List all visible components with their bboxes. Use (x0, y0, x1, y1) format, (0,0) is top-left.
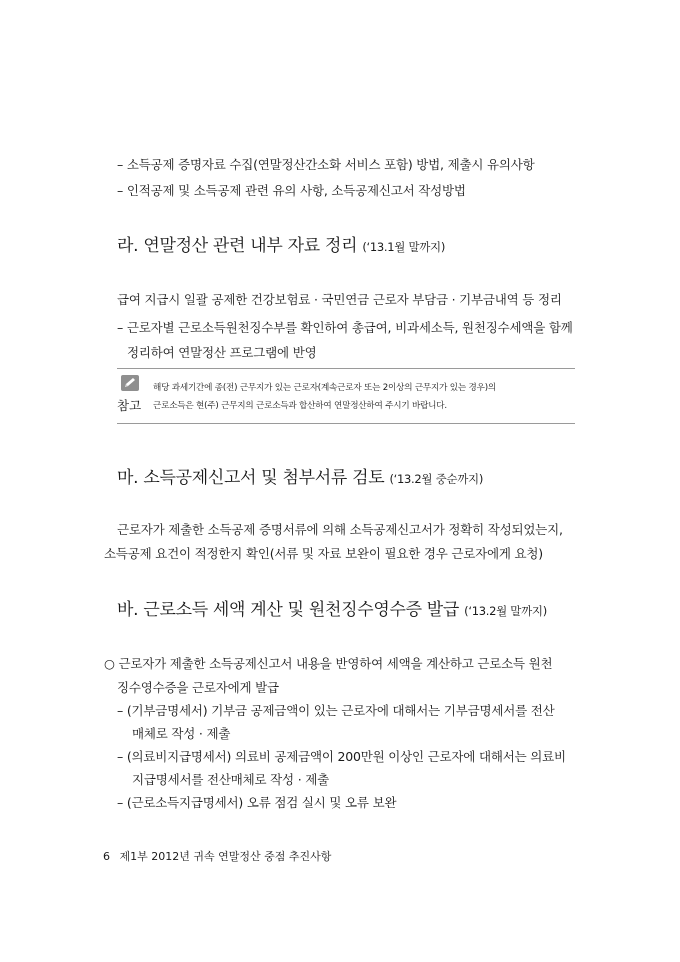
page-number: 6 (103, 850, 110, 863)
section-ra-heading (117, 235, 445, 258)
section-ba-sub1-line2: 매체로 작성 · 제출 (132, 726, 231, 741)
section-ma-paragraph-line2: 소득공제 요건이 적정한지 확인(서류 및 자료 보완이 필요한 경우 근로자에게 요청) (104, 546, 543, 561)
pencil-icon (121, 375, 139, 391)
section-ma-period: (‘13.2월 중순까지) (389, 472, 484, 486)
section-ra-bullet-line1: – 근로자별 근로소득원천징수부를 확인하여 총급여, 비과세소득, 원천징수세액을 함께 (117, 320, 573, 335)
section-ma-title: 마. 소득공제신고서 및 첨부서류 검토 (117, 468, 385, 488)
section-ba-sub2-line1: – (의료비지급명세서) 의료비 공제금액이 200만원 이상인 근로자에 대해서는 의료비 (117, 749, 566, 764)
reference-note-line2: 근로소득은 현(주) 근무지의 근로소득과 합산하여 연말정산하여 주시기 바랍니다. (153, 401, 447, 411)
footer-text: 제1부 2012년 귀속 연말정산 중점 추진사항 (119, 850, 332, 863)
section-ma-paragraph-line1: 근로자가 제출한 소득공제 증명서류에 의해 소득공제신고서가 정확히 작성되었는지, (117, 522, 563, 537)
section-ra-paragraph: 급여 지급시 일괄 공제한 건강보험료 · 국민연금 근로자 부담금 · 기부금내역 등 정리 (117, 292, 562, 307)
reference-note-line1: 해당 과세기간에 종(전) 근무지가 있는 근로자(계속근로자 또는 2이상의 근무지가 있는 경우)의 (153, 383, 496, 393)
section-ma-heading (117, 467, 483, 490)
section-ba-circle-line2: 징수영수증을 근로자에게 발급 (117, 680, 279, 695)
section-ba-sub3: – (근로소득지급명세서) 오류 점검 실시 및 오류 보완 (117, 795, 397, 810)
page-footer (103, 850, 331, 864)
section-ba-heading (117, 599, 547, 622)
section-ra-period: (‘13.1월 말까지) (362, 240, 446, 254)
bullet-evidence-collection: – 소득공제 증명자료 수집(연말정산간소화 서비스 포함) 방법, 제출시 유의사항 (117, 157, 535, 172)
section-ba-circle-line1: ○ 근로자가 제출한 소득공제신고서 내용을 반영하여 세액을 계산하고 근로소득 원천 (104, 656, 553, 671)
section-ba-period: (‘13.2월 말까지) (464, 604, 547, 618)
section-ba-title: 바. 근로소득 세액 계산 및 원천징수영수증 발급 (117, 600, 460, 620)
section-ra-title: 라. 연말정산 관련 내부 자료 정리 (117, 236, 358, 256)
section-ba-sub2-line2: 지급명세서를 전산매체로 작성 · 제출 (132, 772, 329, 787)
reference-note-box (117, 368, 575, 424)
reference-note-label: 참고 (117, 398, 142, 413)
section-ba-sub1-line1: – (기부금명세서) 기부금 공제금액이 있는 근로자에 대해서는 기부금명세서를 전산 (117, 703, 555, 718)
bullet-deduction-notes: – 인적공제 및 소득공제 관련 유의 사항, 소득공제신고서 작성방법 (117, 183, 466, 198)
section-ra-bullet-line2: 정리하여 연말정산 프로그램에 반영 (127, 345, 317, 360)
